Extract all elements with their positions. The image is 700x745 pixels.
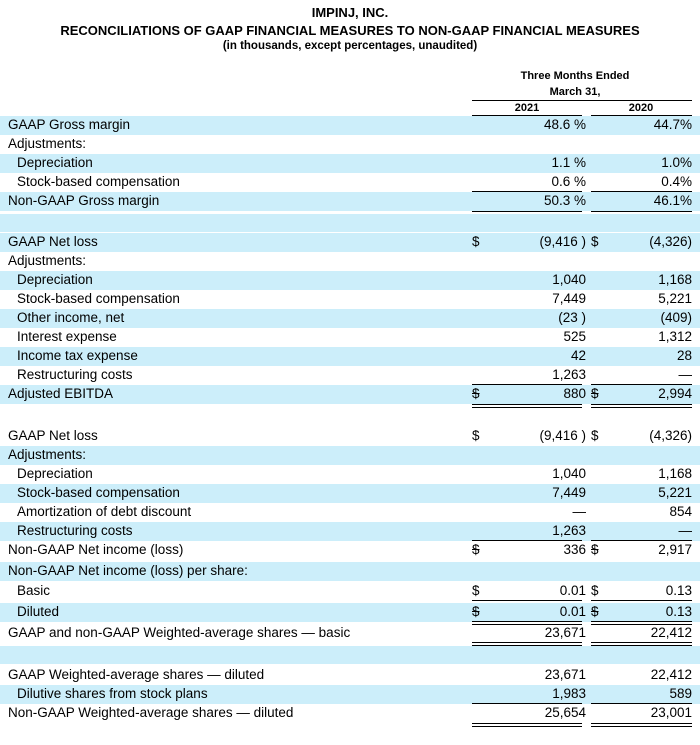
value-2021: 42 [570, 348, 586, 363]
row-label: Stock-based compensation [17, 485, 180, 500]
row-label: Adjustments: [8, 253, 87, 268]
value-2020: — [678, 367, 692, 382]
value-2021: 0.01 [559, 604, 586, 619]
row-label: Non-GAAP Net income (loss) [8, 542, 184, 557]
year-2020-header: 2020 [628, 102, 654, 114]
row-label: GAAP Gross margin [8, 117, 131, 132]
table-row [0, 666, 700, 685]
row-label: Diluted [17, 604, 60, 619]
value-2020: 1.0% [661, 155, 692, 170]
value-2021: 7,449 [552, 291, 586, 306]
row-label: Non-GAAP Weighted-average shares — diluted [8, 705, 294, 720]
row-label: Depreciation [17, 466, 93, 481]
row-label: Stock-based compensation [17, 174, 180, 189]
row-label: Non-GAAP Gross margin [8, 193, 160, 208]
report-title: RECONCILIATIONS OF GAAP FINANCIAL MEASURES TO NON-GAAP FINANCIAL MEASURES [60, 23, 640, 38]
value-2020: 0.4% [661, 174, 692, 189]
value-2021: 25,654 [544, 705, 586, 720]
value-2020: (4,326) [649, 428, 692, 443]
row-label: Interest expense [17, 329, 117, 344]
table-row [0, 562, 700, 581]
table-row [0, 366, 700, 385]
value-2021: 7,449 [552, 485, 586, 500]
table-row [0, 603, 700, 622]
total-double-rule [472, 723, 582, 727]
value-2020: 22,412 [650, 667, 692, 682]
table-row [0, 624, 700, 643]
value-2020: 22,412 [650, 625, 692, 640]
currency-symbol: $ [472, 542, 480, 557]
row-label: Other income, net [17, 310, 125, 325]
currency-symbol: $ [472, 234, 480, 249]
table-row [0, 173, 700, 192]
period-header-line1: Three Months Ended [520, 70, 630, 82]
row-label: Adjusted EBITDA [8, 386, 114, 401]
row-label: Dilutive shares from stock plans [17, 686, 208, 701]
table-row [0, 154, 700, 173]
spacer-row [0, 646, 700, 664]
value-2020: 44.7% [653, 117, 692, 132]
table-row [0, 347, 700, 366]
value-2020: 1,168 [658, 466, 692, 481]
value-2020: 1,168 [658, 272, 692, 287]
currency-symbol: $ [472, 604, 480, 619]
row-label: Adjustments: [8, 447, 87, 462]
value-2020: 46.1% [653, 193, 692, 208]
row-label: Stock-based compensation [17, 291, 180, 306]
row-label: Restructuring costs [17, 523, 133, 538]
value-2021: 1.1 % [551, 155, 586, 170]
currency-symbol: $ [472, 428, 480, 443]
table-row [0, 522, 700, 541]
value-2020: 23,001 [650, 705, 692, 720]
table-row [0, 541, 700, 560]
currency-symbol: $ [591, 542, 599, 557]
value-2021: — [572, 504, 586, 519]
row-label: GAAP and non-GAAP Weighted-average shares — basic [8, 625, 351, 640]
row-label: GAAP Weighted-average shares — diluted [8, 667, 265, 682]
row-label: Income tax expense [17, 348, 138, 363]
total-double-rule [591, 404, 692, 408]
value-2020: 589 [669, 686, 692, 701]
value-2020: 854 [669, 504, 692, 519]
row-label: Non-GAAP Net income (loss) per share: [8, 563, 248, 578]
table-row [0, 135, 700, 154]
value-2020: 2,917 [658, 542, 692, 557]
currency-symbol: $ [472, 583, 480, 598]
table-row [0, 309, 700, 328]
value-2021: 1,263 [552, 367, 586, 382]
value-2021: (9,416 ) [539, 234, 586, 249]
table-row [0, 427, 700, 446]
table-row [0, 271, 700, 290]
currency-symbol: $ [591, 583, 599, 598]
value-2021: 1,263 [552, 523, 586, 538]
value-2020: 0.13 [665, 583, 692, 598]
row-label: Adjustments: [8, 136, 87, 151]
report-subtitle: (in thousands, except percentages, unaudited) [222, 40, 478, 52]
table-row [0, 385, 700, 404]
table-row [0, 233, 700, 252]
value-2021: 336 [563, 542, 586, 557]
value-2020: 28 [676, 348, 692, 363]
value-2020: 1,312 [658, 329, 692, 344]
value-2020: — [678, 523, 692, 538]
value-2021: 23,671 [544, 667, 586, 682]
table-row [0, 685, 700, 704]
total-double-rule [472, 404, 582, 408]
total-double-rule [591, 723, 692, 727]
period-header-line2: March 31, [549, 86, 601, 98]
value-2021: 0.01 [559, 583, 586, 598]
value-2020: (409) [660, 310, 692, 325]
value-2021: 880 [563, 386, 586, 401]
value-2021: 50.3 % [543, 193, 586, 208]
currency-symbol: $ [591, 604, 599, 619]
spacer-row [0, 214, 700, 232]
table-row [0, 446, 700, 465]
company-name: IMPINJ, INC. [311, 5, 389, 20]
table-row [0, 704, 700, 723]
value-2021: 1,040 [552, 466, 586, 481]
table-row [0, 328, 700, 347]
row-label: Depreciation [17, 155, 93, 170]
value-2020: 2,994 [658, 386, 692, 401]
year-2021-header: 2021 [514, 102, 540, 114]
row-label: Basic [17, 583, 51, 598]
row-label: GAAP Net loss [8, 234, 98, 249]
value-2021: 23,671 [544, 625, 586, 640]
table-row [0, 582, 700, 601]
row-label: Depreciation [17, 272, 93, 287]
currency-symbol: $ [591, 386, 599, 401]
currency-symbol: $ [591, 234, 599, 249]
table-row [0, 116, 700, 135]
value-2021: (23 ) [558, 310, 586, 325]
currency-symbol: $ [591, 428, 599, 443]
currency-symbol: $ [472, 386, 480, 401]
value-2021: (9,416 ) [539, 428, 586, 443]
value-2021: 48.6 % [543, 117, 586, 132]
value-2021: 1,983 [552, 686, 586, 701]
row-label: Restructuring costs [17, 367, 133, 382]
table-row [0, 484, 700, 503]
value-2020: 5,221 [658, 485, 692, 500]
value-2021: 0.6 % [551, 174, 586, 189]
row-label: Amortization of debt discount [17, 504, 192, 519]
period-header-rule [472, 100, 692, 101]
value-2021: 525 [563, 329, 586, 344]
table-row [0, 192, 700, 211]
table-row [0, 252, 700, 271]
value-2020: 0.13 [665, 604, 692, 619]
table-row [0, 503, 700, 522]
row-label: GAAP Net loss [8, 428, 98, 443]
table-row [0, 465, 700, 484]
table-row [0, 290, 700, 309]
value-2020: 5,221 [658, 291, 692, 306]
value-2021: 1,040 [552, 272, 586, 287]
value-2020: (4,326) [649, 234, 692, 249]
